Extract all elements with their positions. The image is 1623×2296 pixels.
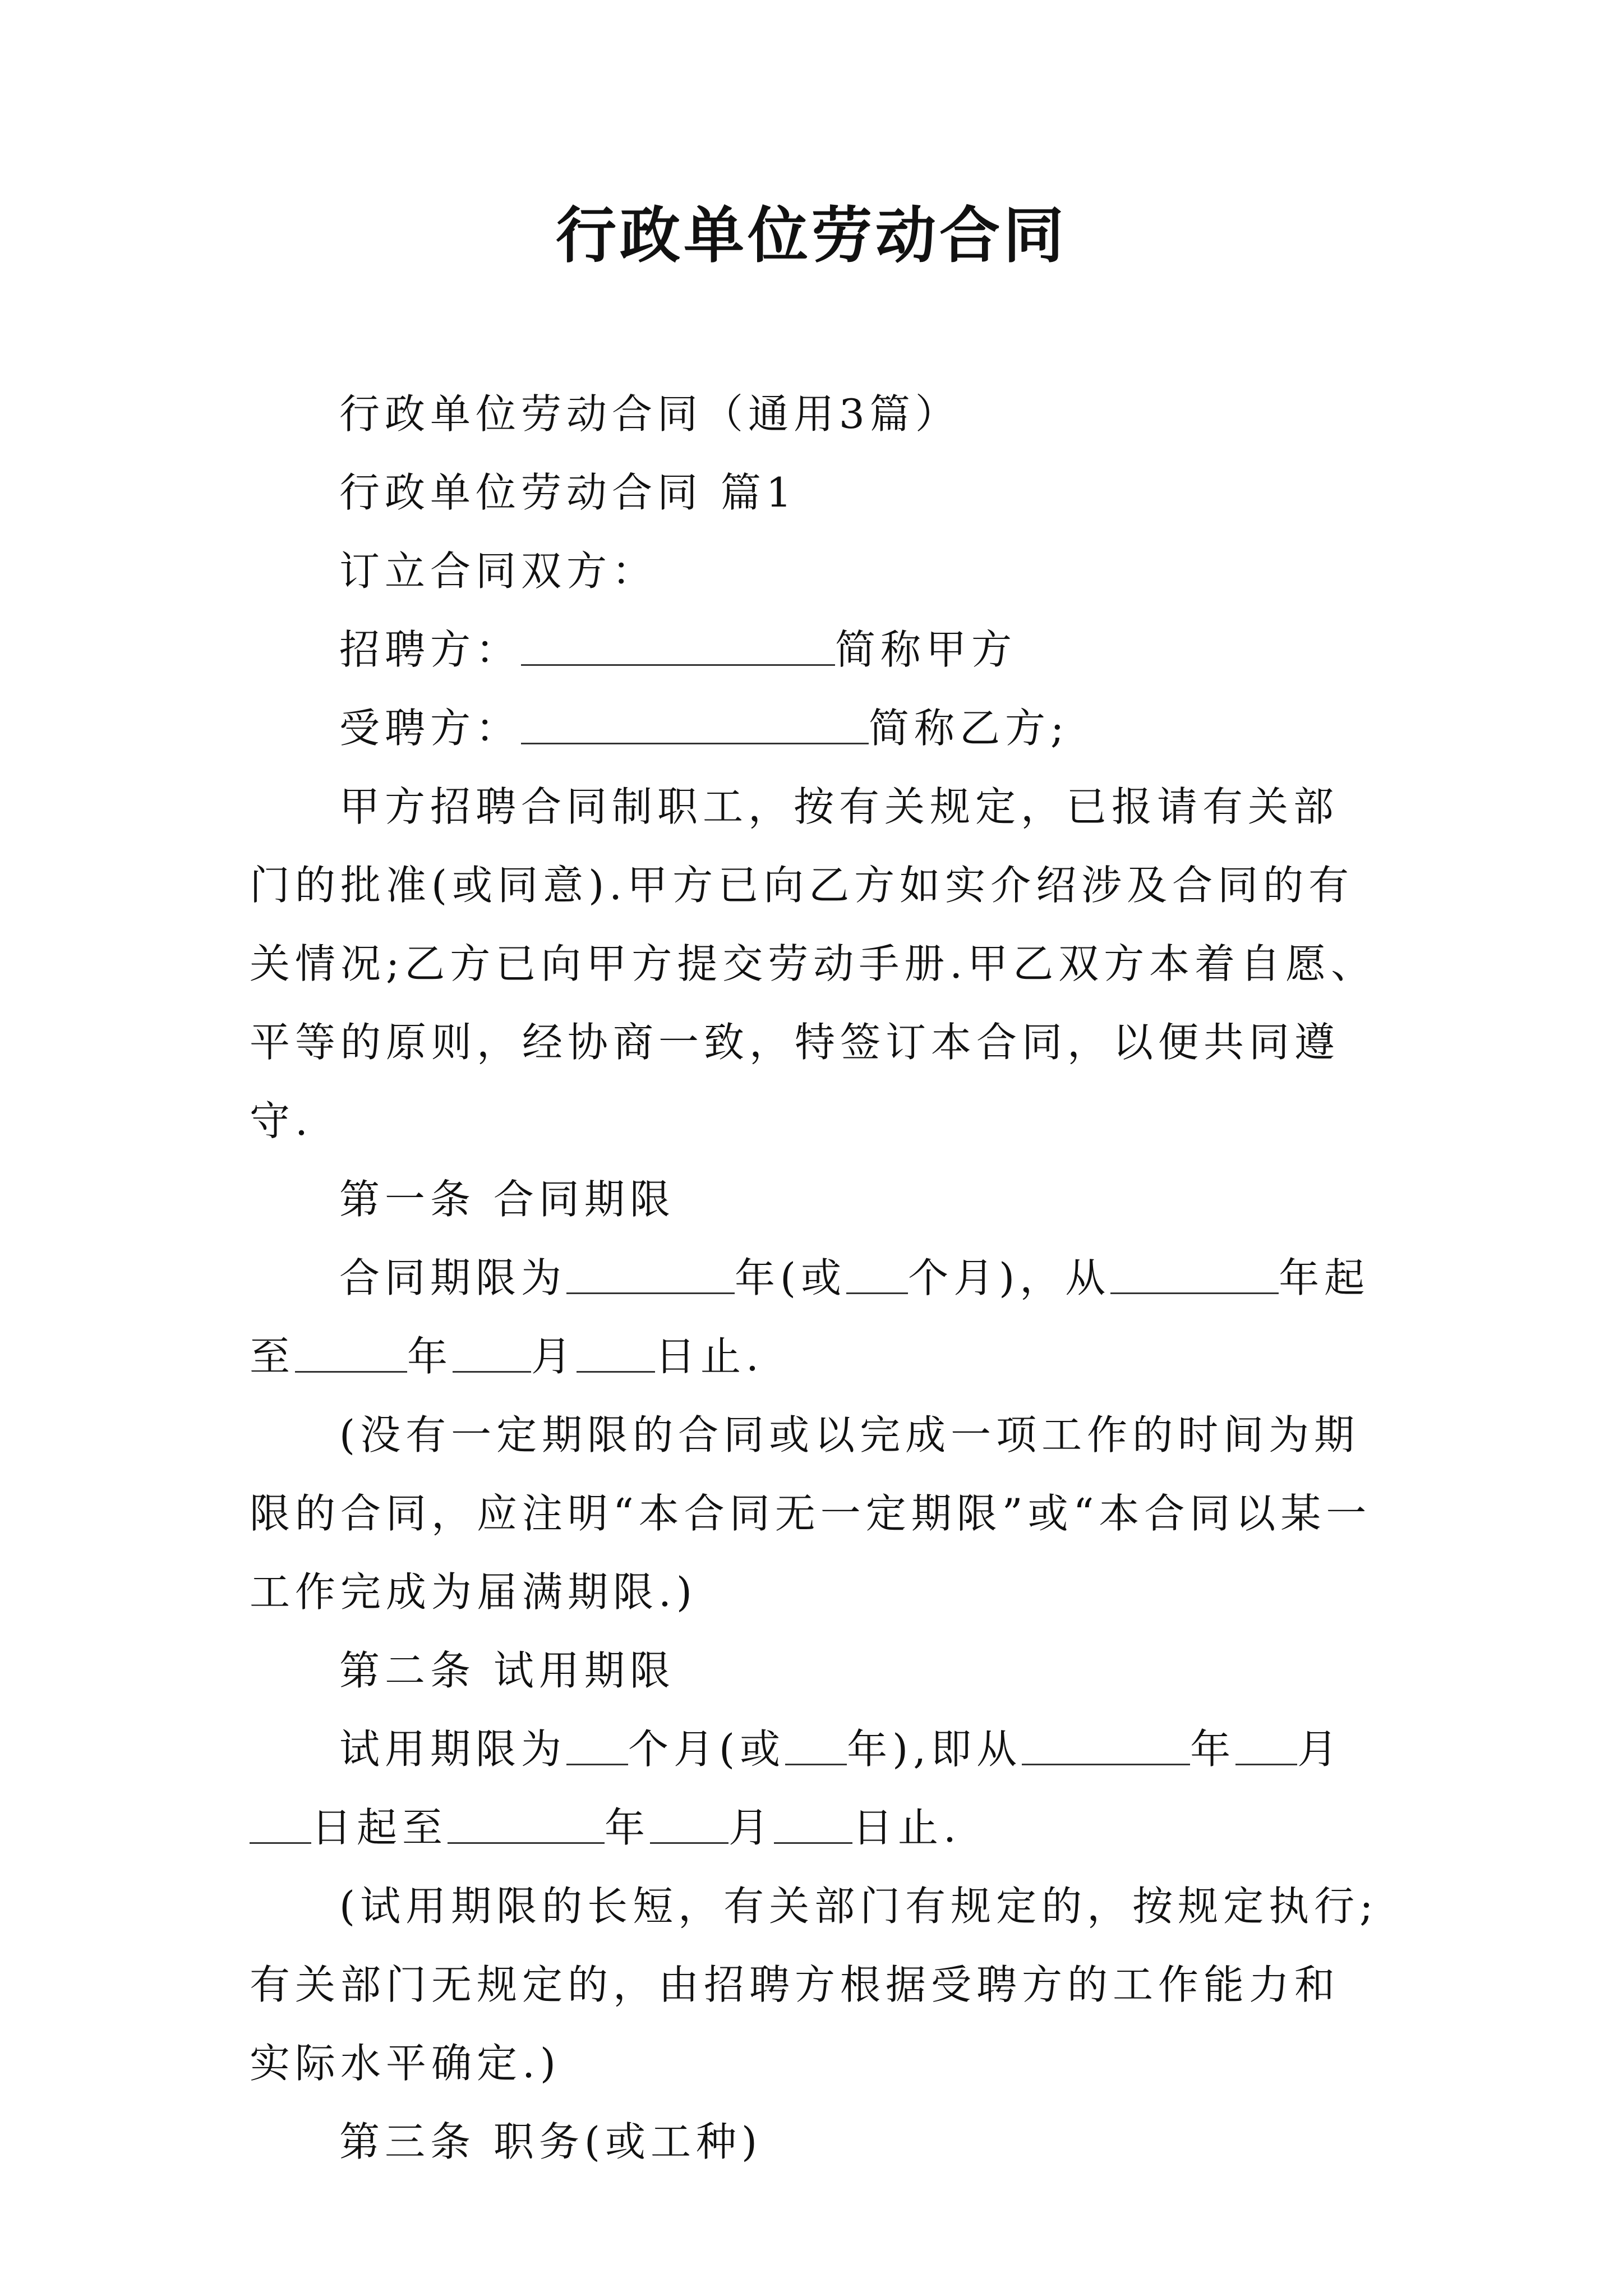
article2-text: 试用期限为 [339,1726,567,1773]
article2-text: 日起至 [311,1804,448,1851]
article2-text: 日止. [852,1804,961,1851]
trial-end-month-blank[interactable] [650,1807,728,1844]
trial-years-blank[interactable] [785,1729,847,1765]
employee-suffix: 简称乙方; [869,705,1069,752]
article1-text: 年 [407,1333,453,1380]
section-heading: 行政单位劳动合同 篇1 [339,469,797,516]
article1-note: (没有一定期限的合同或以完成一项工作的时间为期限的合同，应注明“本合同无一定期限”或“本合同以某一工作完成为届满期限.) [250,1411,1372,1616]
article1-text: 月 [531,1333,577,1380]
trial-months-blank[interactable] [566,1729,628,1765]
trial-start-month-blank[interactable] [1235,1729,1297,1765]
article2-text: 个月(或 [628,1726,786,1773]
end-month-blank[interactable] [453,1336,531,1373]
employer-blank[interactable] [521,629,835,666]
document-body [250,375,1382,2181]
intro-paragraph: 甲方招聘合同制职工，按有关规定，已报请有关部门的批准(或同意).甲方已向乙方如实介绍涉及合同的有关情况;乙方已向甲方提交劳动手册.甲乙双方本着自愿、平等的原则，经协商一致，特签订本合同，以便共同遵守. [250,783,1377,1144]
article1-text: 合同期限为 [339,1254,567,1301]
employee-line [250,689,1382,767]
start-year-blank[interactable] [1110,1258,1279,1294]
article1-text: 年(或 [735,1254,847,1301]
article2-text: 月 [1297,1726,1343,1773]
trial-end-day-blank[interactable] [774,1807,852,1844]
parties-heading: 订立合同双方： [339,547,658,595]
article1-term [250,1239,1382,1396]
employee-label: 受聘方： [339,705,522,752]
article2-heading: 第二条 试用期限 [339,1647,675,1694]
end-day-blank[interactable] [577,1336,655,1373]
trial-start-day-blank[interactable] [250,1807,311,1844]
article2-term [250,1710,1382,1867]
employee-blank[interactable] [521,708,869,744]
article1-text: 日止. [655,1333,764,1380]
article1-heading: 第一条 合同期限 [339,1176,675,1223]
article2-text: 年 [1190,1726,1236,1773]
subtitle: 行政单位劳动合同（通用3篇） [339,390,961,438]
document-title: 行政单位劳动合同 [555,200,1067,271]
employer-line [250,610,1382,689]
article3-heading: 第三条 职务(或工种) [339,2118,763,2165]
article2-text: 月 [728,1804,774,1851]
months-blank[interactable] [846,1258,908,1294]
article1-text: 年起至 [250,1254,1370,1380]
article2-note: (试用期限的长短，有关部门有规定的，按规定执行;有关部门无规定的，由招聘方根据受聘方的工作能力和实际水平确定.) [250,1883,1378,2087]
employer-suffix: 简称甲方 [835,626,1017,673]
article2-text: 年),即从 [847,1726,1022,1773]
trial-start-year-blank[interactable] [1022,1729,1190,1765]
years-blank[interactable] [566,1258,735,1294]
trial-end-year-blank[interactable] [448,1807,605,1844]
article1-text: 个月)，从 [908,1254,1111,1301]
end-year-blank[interactable] [295,1336,407,1373]
article2-text: 年 [605,1804,651,1851]
employer-label: 招聘方： [339,626,522,673]
